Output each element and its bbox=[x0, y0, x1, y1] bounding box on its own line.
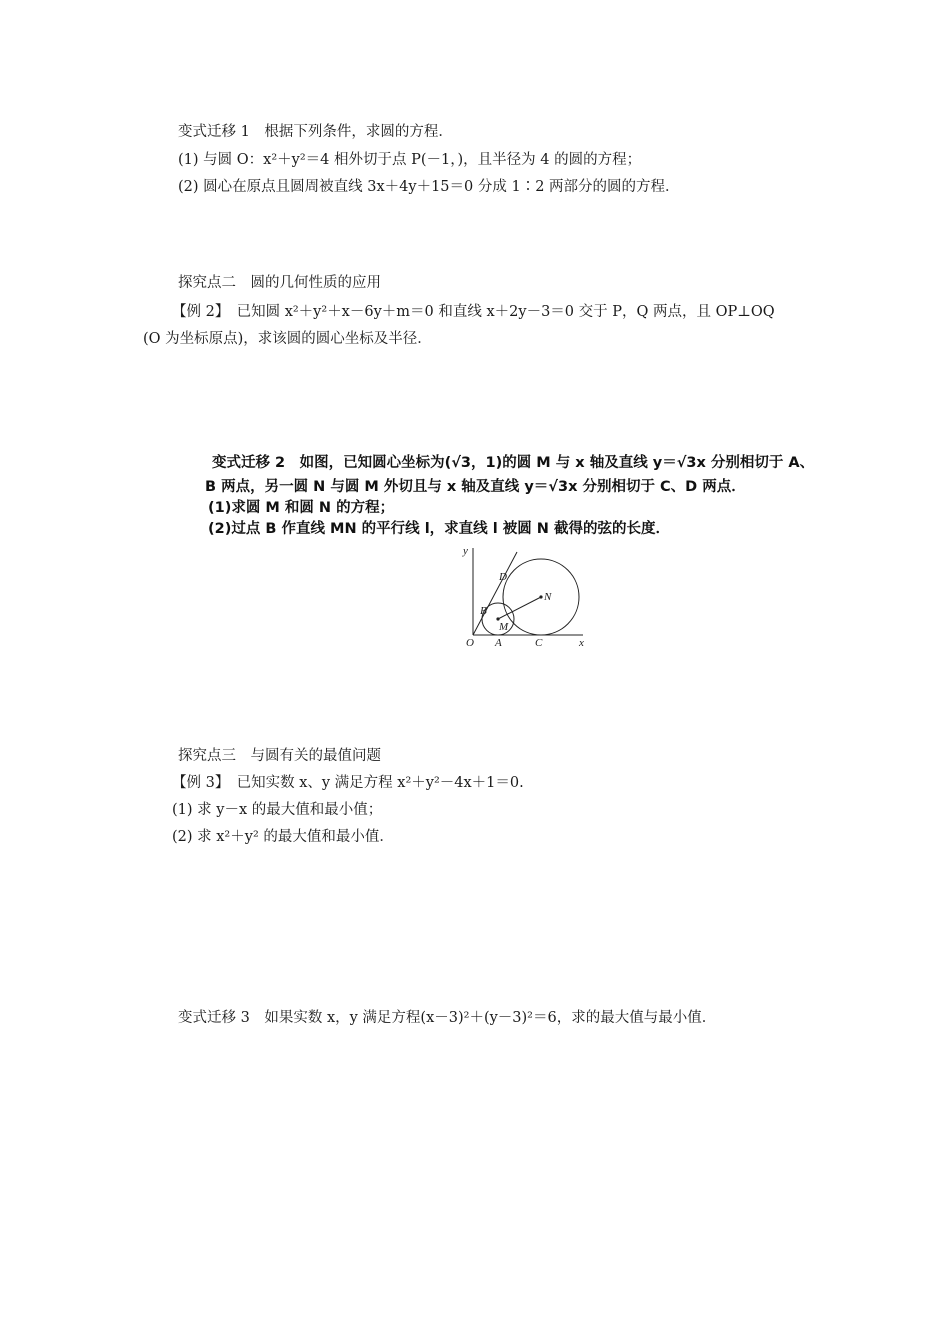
label-x: x bbox=[579, 637, 584, 649]
section2-title: 探究点二 圆的几何性质的应用 bbox=[178, 275, 381, 291]
example2-line2: (O 为坐标原点)，求该圆的圆心坐标及半径． bbox=[143, 331, 432, 347]
variant1-item2: (2) 圆心在原点且圆周被直线 3x＋4y＋15＝0 分成 1∶2 两部分的圆的方程． bbox=[178, 179, 680, 195]
variant1-title: 变式迁移 1 根据下列条件，求圆的方程． bbox=[178, 124, 453, 140]
label-m: M bbox=[499, 621, 509, 633]
label-c: C bbox=[535, 637, 543, 649]
label-b: B bbox=[480, 605, 487, 617]
variant2-item2: (2)过点 B 作直线 MN 的平行线 l，求直线 l 被圆 N 截得的弦的长度． bbox=[208, 521, 670, 537]
example3: 【例 3】 已知实数 x、y 满足方程 x²＋y²－4x＋1＝0. bbox=[172, 775, 524, 791]
example3-item2: (2) 求 x²＋y² 的最大值和最小值． bbox=[172, 829, 394, 845]
label-y: y bbox=[463, 545, 468, 557]
variant2-line2: B 两点，另一圆 N 与圆 M 外切且与 x 轴及直线 y＝√3x 分别相切于 C、D 两点． bbox=[205, 479, 746, 495]
variant1-item1: (1) 与圆 O：x²＋y²＝4 相外切于点 P(－1，)，且半径为 4 的圆的方程； bbox=[178, 152, 642, 168]
example2-line1: 【例 2】 已知圆 x²＋y²＋x－6y＋m＝0 和直线 x＋2y－3＝0 交于 P，Q 两点，且 OP⊥OQ bbox=[172, 304, 775, 320]
example3-item1: (1) 求 y－x 的最大值和最小值； bbox=[172, 802, 383, 818]
variant3-text: 变式迁移 3 如果实数 x，y 满足方程(x－3)²＋(y－3)²＝6，求的最大值与最小值． bbox=[178, 1010, 717, 1026]
variant2-line1: 变式迁移 2 如图，已知圆心坐标为(√3，1)的圆 M 与 x 轴及直线 y＝√3x 分别相切于 A、 bbox=[212, 455, 815, 471]
label-d: D bbox=[499, 571, 507, 583]
label-a: A bbox=[495, 637, 502, 649]
tangent-line bbox=[473, 552, 517, 635]
point-n bbox=[539, 595, 542, 598]
label-o: O bbox=[466, 637, 474, 649]
section3-title: 探究点三 与圆有关的最值问题 bbox=[178, 748, 381, 764]
variant2-item1: (1)求圆 M 和圆 N 的方程； bbox=[208, 500, 395, 516]
tangent-circles-figure bbox=[455, 540, 595, 650]
label-n: N bbox=[544, 591, 552, 603]
